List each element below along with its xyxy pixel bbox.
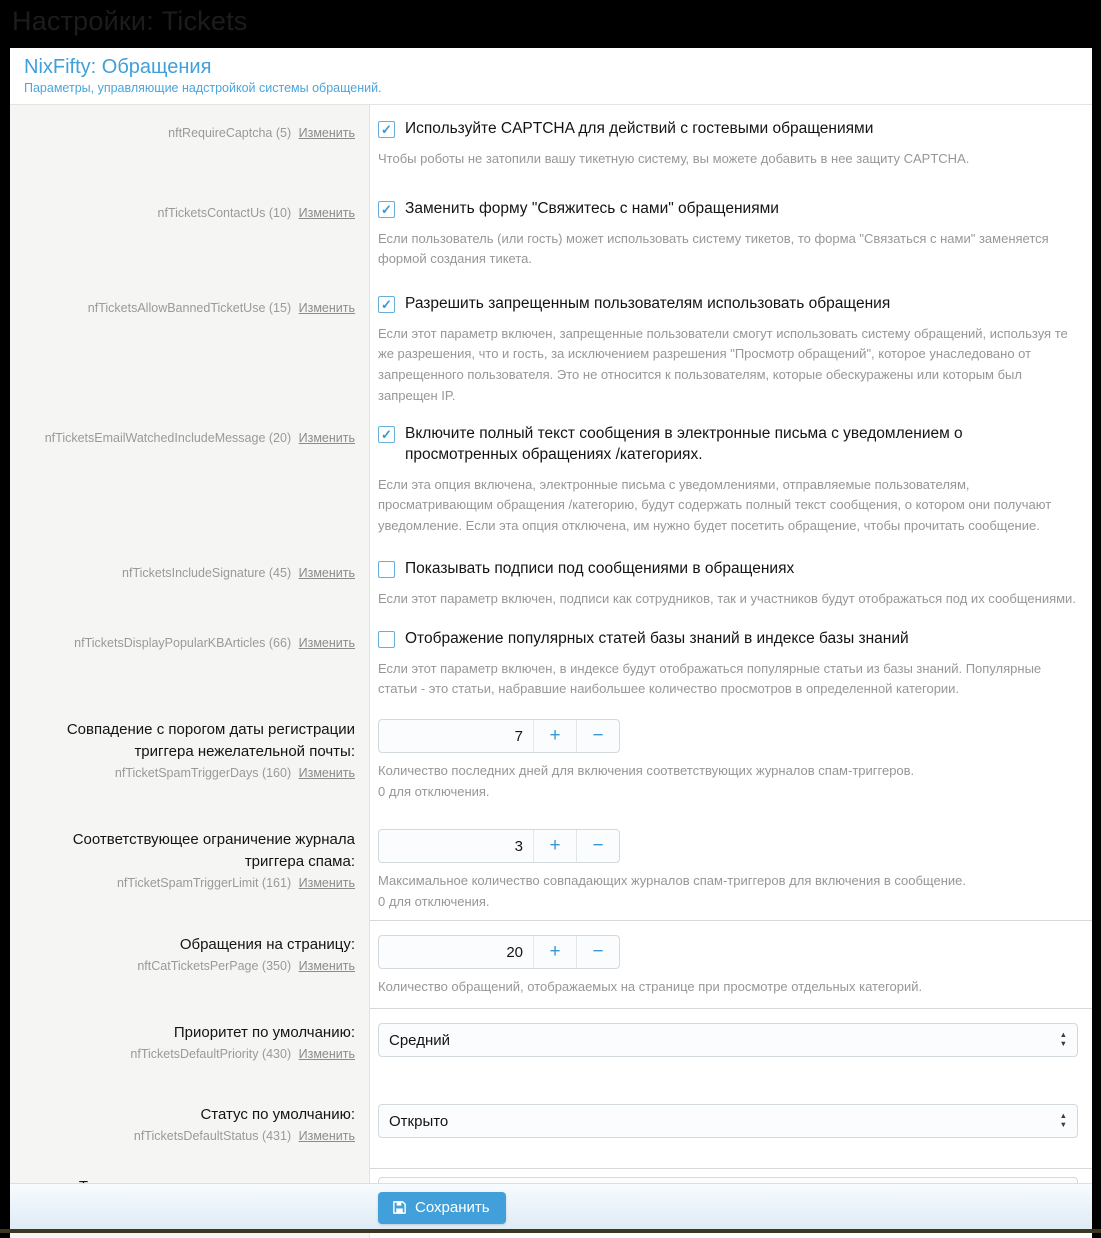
option-control-cell <box>370 705 1092 815</box>
option-label-cell <box>10 1008 370 1090</box>
save-bar <box>10 1183 1092 1231</box>
edit-link[interactable]: Изменить <box>298 301 355 315</box>
checkbox-option[interactable]: ✓ Разрешить запрещенным пользователям использовать обращения <box>378 294 1078 315</box>
option-description: Если пользователь (или гость) может использовать систему тикетов, то форма "Связаться с нами" заменяется формой создания тикета. <box>378 230 1049 267</box>
setting-row-default-status <box>10 1090 1092 1168</box>
option-description: Если эта опция включена, электронные письма с уведомлениями, отправляемые пользователям, просматривающим обращения /категорию, будут содержать полный текст сообщения, о котором они получают уведомление. Если эта опция отключена, им нужно будет посетить обращение, чтобы прочитать сообщение. <box>378 476 1052 533</box>
panel-header <box>10 48 1092 105</box>
option-label-cell <box>10 410 370 545</box>
increment-button[interactable]: + <box>533 936 576 968</box>
option-control-cell <box>370 615 1092 705</box>
option-description-line2: 0 для отключения. <box>378 783 490 799</box>
option-id: nfTicketSpamTriggerDays (160) <box>114 765 292 780</box>
option-label-cell <box>10 705 370 815</box>
settings-panel <box>10 48 1092 1183</box>
up-down-arrows-icon: ▲ ▼ <box>1059 1030 1067 1048</box>
check-icon: ✓ <box>381 427 392 442</box>
save-button[interactable] <box>378 1192 506 1224</box>
edit-link[interactable]: Изменить <box>298 1128 355 1143</box>
edit-link[interactable]: Изменить <box>298 765 355 780</box>
number-input[interactable] <box>379 720 533 752</box>
option-title: Соответствующее ограничение журнала триггера спама: <box>72 831 355 870</box>
option-label-cell <box>10 185 370 280</box>
option-id: nfTicketsContactUs (10) <box>157 206 292 220</box>
up-down-arrows-icon: ▲ ▼ <box>1059 1111 1067 1129</box>
checkbox-option[interactable]: ✓ Включите полный текст сообщения в электронные письма с уведомлением о просмотренных обращениях /категориях. <box>378 424 1078 466</box>
edit-link[interactable]: Изменить <box>298 566 355 580</box>
number-stepper <box>378 935 620 969</box>
status-select[interactable] <box>378 1104 1078 1138</box>
option-control-cell <box>370 1008 1092 1090</box>
option-id: nfTicketsDefaultPriority (430) <box>130 1046 292 1061</box>
number-stepper <box>378 829 620 863</box>
number-input[interactable] <box>379 830 533 862</box>
setting-row-require-captcha <box>10 105 1092 185</box>
option-description: Количество обращений, отображаемых на странице при просмотре отдельных категорий. <box>378 979 923 994</box>
option-description: Если этот параметр включен, подписи как сотрудников, так и участников будут отображаться под их сообщениями. <box>378 590 1076 606</box>
option-description: Максимальное количество совпадающих журналов спам-триггеров для включения в сообщение. <box>378 873 966 888</box>
option-id: nfTicketsDefaultStatus (431) <box>133 1128 292 1143</box>
edit-link[interactable]: Изменить <box>298 431 355 445</box>
setting-row-include-signature <box>10 545 1092 615</box>
option-label-cell <box>10 920 370 1008</box>
option-title: Обращения на страницу: <box>179 936 355 953</box>
page-title: Настройки: Tickets <box>12 6 248 36</box>
option-label-cell <box>10 615 370 705</box>
setting-row-spam-trigger-limit <box>10 815 1092 920</box>
setting-row-allow-banned <box>10 280 1092 410</box>
checkbox-option[interactable]: ✓ Используйте CAPTCHA для действий с гостевыми обращениями <box>378 119 1078 140</box>
option-title: Статус по умолчанию: <box>200 1106 355 1123</box>
checkbox-option[interactable]: ✓ Заменить форму "Свяжитесь с нами" обращениями <box>378 199 1078 220</box>
panel-title: NixFifty: Обращения <box>24 56 212 78</box>
setting-row-email-include-message <box>10 410 1092 545</box>
checkbox-unchecked[interactable] <box>378 631 395 648</box>
option-control-cell <box>370 410 1092 545</box>
option-label-cell <box>10 1090 370 1168</box>
option-label-cell <box>10 545 370 615</box>
selected-value: Открыто <box>389 1112 449 1130</box>
option-id: nftCatTicketsPerPage (350) <box>137 958 292 973</box>
option-id: nfTicketsDisplayPopularKBArticles (66) <box>74 636 292 650</box>
number-input[interactable] <box>379 936 533 968</box>
page-bottom-edge <box>0 1229 1101 1233</box>
option-control-cell <box>370 545 1092 615</box>
decrement-button[interactable]: − <box>576 936 619 968</box>
checkbox-option[interactable]: Показывать подписи под сообщениями в обращениях <box>378 559 1078 580</box>
setting-row-default-priority <box>10 1008 1092 1090</box>
setting-row-contact-us <box>10 185 1092 280</box>
option-control-cell <box>370 920 1092 1008</box>
edit-link[interactable]: Изменить <box>298 875 355 890</box>
number-stepper <box>378 719 620 753</box>
edit-link[interactable]: Изменить <box>298 126 355 140</box>
selected-value: Средний <box>389 1031 450 1049</box>
option-id: nfTicketsAllowBannedTicketUse (15) <box>87 301 292 315</box>
checkbox-unchecked[interactable] <box>378 561 395 578</box>
floppy-disk-icon <box>392 1200 407 1215</box>
edit-link[interactable]: Изменить <box>298 958 355 973</box>
option-control-cell <box>370 105 1092 185</box>
option-label-cell <box>10 280 370 410</box>
option-title: Совпадение с порогом даты регистрации триггера нежелательной почты: <box>66 721 355 760</box>
option-description-line2: 0 для отключения. <box>378 893 490 909</box>
edit-link[interactable]: Изменить <box>298 1046 355 1061</box>
setting-row-tickets-per-page <box>10 920 1092 1008</box>
check-icon: ✓ <box>381 122 392 137</box>
option-description: Чтобы роботы не затопили вашу тикетную систему, вы можете добавить в нее защиту CAPTCHA. <box>378 150 970 166</box>
save-button-label: Сохранить <box>415 1198 490 1216</box>
increment-button[interactable]: + <box>533 720 576 752</box>
panel-subtitle: Параметры, управляющие надстройкой системы обращений. <box>24 81 382 95</box>
check-icon: ✓ <box>381 202 392 217</box>
check-icon: ✓ <box>381 297 392 312</box>
decrement-button[interactable]: − <box>576 720 619 752</box>
option-description: Если этот параметр включен, в индексе будут отображаться популярные статьи из базы знаний. Популярные статьи - это статьи, набравшие наибольшее количество просмотров в определенной категории. <box>378 660 1042 697</box>
priority-select[interactable] <box>378 1023 1078 1057</box>
option-description: Если этот параметр включен, запрещенные пользователи смогут использовать систему обращений, используя те же разрешения, что и гость, за исключением разрешения "Просмотр обращений", которое унаследовано от запрещенного пользователя. Это не относится к пользователям, которые обескуражены или которым был запрещен IP. <box>378 325 1068 403</box>
option-control-cell <box>370 185 1092 280</box>
option-label-cell <box>10 105 370 185</box>
checkbox-checked[interactable] <box>378 426 395 443</box>
setting-row-spam-trigger-days <box>10 705 1092 815</box>
option-id: nftRequireCaptcha (5) <box>168 126 292 140</box>
option-id: nfTicketSpamTriggerLimit (161) <box>116 875 292 890</box>
decrement-button[interactable]: − <box>576 830 619 862</box>
option-id: nfTicketsIncludeSignature (45) <box>122 566 292 580</box>
option-title: Приоритет по умолчанию: <box>173 1024 355 1041</box>
option-description: Количество последних дней для включения соответствующих журналов спам-триггеров. <box>378 763 915 778</box>
increment-button[interactable]: + <box>533 830 576 862</box>
checkbox-checked[interactable] <box>378 121 395 138</box>
option-control-cell <box>370 1090 1092 1168</box>
checkbox-option[interactable]: Отображение популярных статей базы знаний в индексе базы знаний <box>378 629 1078 650</box>
option-id: nfTicketsEmailWatchedIncludeMessage (20) <box>44 431 292 445</box>
checkbox-checked[interactable] <box>378 201 395 218</box>
checkbox-checked[interactable] <box>378 296 395 313</box>
edit-link[interactable]: Изменить <box>298 636 355 650</box>
option-control-cell <box>370 280 1092 410</box>
option-control-cell <box>370 815 1092 920</box>
option-label-cell <box>10 815 370 920</box>
edit-link[interactable]: Изменить <box>298 206 355 220</box>
setting-row-popular-kb-articles <box>10 615 1092 705</box>
